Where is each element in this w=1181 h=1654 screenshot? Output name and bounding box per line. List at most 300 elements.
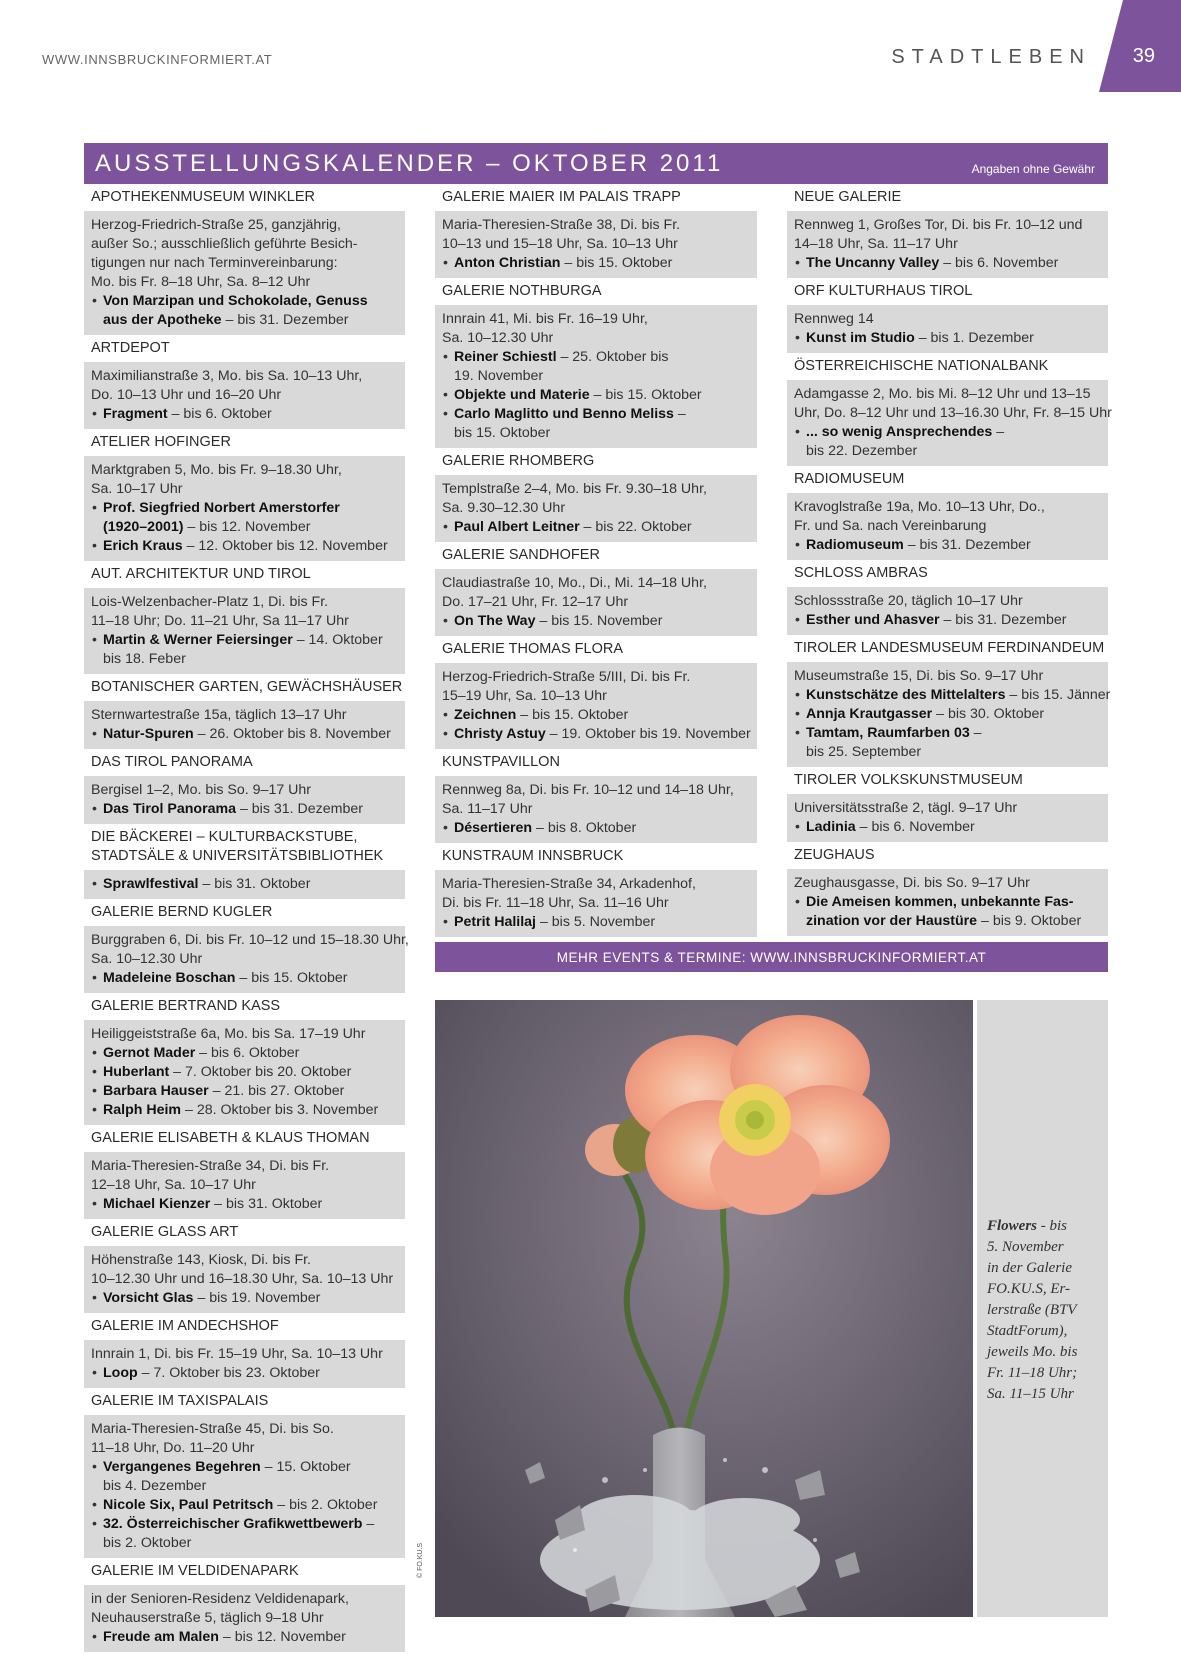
exhibition-title: Vorsicht Glas xyxy=(103,1290,194,1306)
venue-details xyxy=(435,776,757,843)
exhibition-line xyxy=(806,536,1101,555)
exhibition-item xyxy=(442,913,750,932)
venue-entry xyxy=(84,184,405,335)
venue-name-line: RADIOMUSEUM xyxy=(794,471,905,487)
venue-details xyxy=(84,362,405,429)
exhibition-title: Prof. Siegfried Norbert Amerstorfer xyxy=(103,500,340,516)
venue-hours: Herzog-Friedrich-Straße 5/III, Di. bis Fr. xyxy=(442,669,691,685)
venue-name xyxy=(84,335,405,362)
venue-hours: Herzog-Friedrich-Straße 25, ganzjährig, xyxy=(91,217,341,233)
venue-details xyxy=(787,869,1108,936)
venue-hours: Kravoglstraße 19a, Mo. 10–13 Uhr, Do., xyxy=(794,499,1045,515)
venue-details xyxy=(84,1020,405,1125)
exhibition-title: Fragment xyxy=(103,406,168,422)
exhibition-item xyxy=(794,611,1101,630)
venue-details xyxy=(787,380,1112,466)
venue-name-line: TIROLER LANDESMUSEUM FERDINANDEUM xyxy=(794,640,1105,656)
exhibition-title: Die Ameisen kommen, unbekannte Fas- xyxy=(806,894,1074,910)
venue-name xyxy=(84,824,405,870)
exhibition-title: Huberlant xyxy=(103,1064,170,1080)
venue-name xyxy=(84,1125,405,1152)
venue-details xyxy=(435,305,757,448)
venue-hours: Sa. 10–12.30 Uhr xyxy=(442,330,554,346)
exhibition-line xyxy=(454,819,750,838)
exhibition-date: bis 12. November xyxy=(199,519,311,535)
exhibition-title: 32. Österreichischer Grafikwettbewerb xyxy=(103,1516,363,1532)
venue-name-line: KUNSTPAVILLON xyxy=(442,754,560,770)
exhibition-separator: – xyxy=(903,537,920,553)
exhibition-date: bis 9. Oktober xyxy=(992,913,1082,929)
site-url[interactable]: WWW.INNSBRUCKINFORMIERT.AT xyxy=(42,52,273,67)
venue-name xyxy=(435,749,757,776)
exhibition-line xyxy=(806,329,1101,348)
venue-name xyxy=(435,542,757,569)
venue-entry xyxy=(787,842,1108,936)
exhibition-item xyxy=(442,706,750,725)
venue-hours: Neuhauserstraße 5, täglich 9–18 Uhr xyxy=(91,1610,324,1626)
exhibition-item xyxy=(91,1628,398,1647)
venue-hours: Do. 10–13 Uhr und 16–20 Uhr xyxy=(91,387,282,403)
exhibition-line xyxy=(454,518,750,537)
exhibition-separator: – xyxy=(181,1102,197,1118)
venue-name-line: GALERIE NOTHBURGA xyxy=(442,283,602,299)
venue-hours: Maria-Theresien-Straße 34, Arkadenhof, xyxy=(442,876,696,892)
disclaimer-note: Angaben ohne Gewähr xyxy=(971,162,1095,176)
venue-details xyxy=(84,588,405,674)
exhibition-title: Paul Albert Leitner xyxy=(454,519,580,535)
exhibition-title: Freude am Malen xyxy=(103,1629,219,1645)
exhibition-separator: – xyxy=(235,970,252,986)
venue-hours: Claudiastraße 10, Mo., Di., Mi. 14–18 Uhr, xyxy=(442,575,707,591)
exhibition-item xyxy=(91,1195,398,1214)
exhibition-item xyxy=(91,405,398,424)
venue-entry xyxy=(84,1558,405,1652)
exhibition-line xyxy=(806,912,1101,931)
venue-name-line: NEUE GALERIE xyxy=(794,189,902,205)
exhibition-item xyxy=(91,800,398,819)
exhibition-separator: – xyxy=(914,330,931,346)
exhibition-title: Reiner Schiestl xyxy=(454,349,557,365)
exhibition-item xyxy=(91,1101,398,1120)
exhibition-title: ... so wenig Ansprechendes xyxy=(806,424,993,440)
exhibition-date: bis 6. Oktober xyxy=(183,406,272,422)
venue-entry xyxy=(435,843,757,937)
venue-entry xyxy=(84,993,405,1125)
exhibition-date: 25. Oktober bis xyxy=(572,349,669,365)
exhibition-line xyxy=(103,631,398,650)
venue-entry xyxy=(84,899,409,993)
venue-name-line: GALERIE MAIER IM PALAIS TRAPP xyxy=(442,189,681,205)
exhibition-separator: – xyxy=(535,613,552,629)
exhibition-date: bis 15. Oktober xyxy=(605,387,702,403)
exhibition-date: 12. Oktober bis 12. November xyxy=(198,538,388,554)
venue-details xyxy=(84,870,405,899)
venue-name-line: KUNSTRAUM INNSBRUCK xyxy=(442,848,624,864)
venue-hours: Uhr, Do. 8–12 Uhr und 13–16.30 Uhr, Fr. 8–15 Uhr xyxy=(794,405,1112,421)
exhibition-line xyxy=(103,800,398,819)
exhibition-date: bis 6. November xyxy=(871,819,975,835)
exhibition-title: Gernot Mader xyxy=(103,1045,196,1061)
exhibition-separator: – xyxy=(545,726,562,742)
exhibition-item xyxy=(794,818,1101,837)
exhibition-date: bis 18. Feber xyxy=(103,651,186,667)
exhibition-title: Natur-Spuren xyxy=(103,726,194,742)
exhibition-item xyxy=(794,724,1101,762)
exhibition-date: bis 4. Dezember xyxy=(103,1478,207,1494)
venue-entry xyxy=(787,635,1111,767)
exhibition-item xyxy=(91,1044,398,1063)
venue-entry xyxy=(435,448,757,542)
exhibition-date: bis 31. Dezember xyxy=(955,612,1067,628)
exhibition-separator: – xyxy=(195,1045,212,1061)
venue-name xyxy=(84,1388,405,1415)
venue-details xyxy=(787,794,1108,842)
venue-hours: Rennweg 14 xyxy=(794,311,874,327)
exhibition-title: zination vor der Haustüre xyxy=(806,913,978,929)
caption-line: Fr. 11–18 Uhr; xyxy=(987,1365,1078,1381)
venue-details xyxy=(84,1415,405,1558)
venue-name-line: ZEUGHAUS xyxy=(794,847,875,863)
exhibition-date: bis 15. Oktober xyxy=(251,970,348,986)
venue-entry xyxy=(435,542,757,636)
exhibition-separator: – xyxy=(236,801,252,817)
caption-line: 5. November xyxy=(987,1239,1064,1255)
exhibition-date: bis 31. Oktober xyxy=(214,876,311,892)
venue-hours: außer So.; ausschließlich geführte Besich- xyxy=(91,236,358,252)
venue-entry xyxy=(435,749,757,843)
caption-line: - bis xyxy=(1037,1218,1068,1234)
venue-details xyxy=(787,493,1108,560)
exhibition-item xyxy=(91,875,398,894)
venue-details xyxy=(84,1152,405,1219)
exhibition-line xyxy=(806,818,1101,837)
listing-column-1 xyxy=(84,184,409,1652)
venue-details xyxy=(84,776,405,824)
exhibition-title: Tamtam, Raumfarben 03 xyxy=(806,725,970,741)
exhibition-item xyxy=(91,537,398,556)
venue-details xyxy=(84,211,405,335)
exhibition-separator: – xyxy=(536,914,552,930)
venue-entry xyxy=(787,560,1108,635)
venue-hours: Do. 17–21 Uhr, Fr. 12–17 Uhr xyxy=(442,594,629,610)
venue-entry xyxy=(84,1313,405,1388)
venue-name xyxy=(84,674,405,701)
venue-name xyxy=(84,749,405,776)
venue-entry xyxy=(787,184,1108,278)
exhibition-separator: – xyxy=(208,1083,225,1099)
venue-name-line: STADTSÄLE & UNIVERSITÄTSBIBLIOTHEK xyxy=(91,848,384,864)
more-events-link[interactable]: MEHR EVENTS & TERMINE: WWW.INNSBRUCKINFORMIERT.AT xyxy=(435,942,1108,972)
caption-line: StadtForum), xyxy=(987,1323,1068,1339)
venue-name xyxy=(787,560,1108,587)
photo-credit: © FO.KU.S xyxy=(417,1542,424,1578)
venue-details xyxy=(787,662,1111,767)
exhibition-line xyxy=(454,913,750,932)
venue-name-line: APOTHEKENMUSEUM WINKLER xyxy=(91,189,315,205)
venue-name xyxy=(84,184,405,211)
exhibition-line xyxy=(103,311,398,330)
venue-name xyxy=(787,278,1108,305)
exhibition-line xyxy=(806,254,1101,273)
venue-hours: Adamgasse 2, Mo. bis Mi. 8–12 Uhr und 13–15 xyxy=(794,386,1091,402)
venue-details xyxy=(84,1585,405,1652)
exhibition-item xyxy=(794,893,1101,931)
venue-name xyxy=(84,1313,405,1340)
exhibition-title: Kunstschätze des Mittelalters xyxy=(806,687,1006,703)
venue-name xyxy=(84,561,405,588)
venue-name-line: GALERIE BERTRAND KASS xyxy=(91,998,281,1014)
venue-details xyxy=(787,211,1108,278)
venue-name xyxy=(84,899,405,926)
exhibition-title: Von Marzipan und Schokolade, Genuss xyxy=(103,293,368,309)
venue-name xyxy=(787,635,1108,662)
exhibition-date: bis 5. November xyxy=(551,914,656,930)
exhibition-separator: – xyxy=(218,1629,235,1645)
venue-details xyxy=(84,1340,405,1388)
exhibition-item xyxy=(91,1458,398,1496)
venue-name-line: GALERIE BERND KUGLER xyxy=(91,904,273,920)
exhibition-line xyxy=(103,1364,398,1383)
venue-hours: Maria-Theresien-Straße 38, Di. bis Fr. xyxy=(442,217,681,233)
exhibition-separator: – xyxy=(221,312,238,328)
venue-name xyxy=(435,843,757,870)
exhibition-separator: – xyxy=(969,725,982,741)
photo-caption-box xyxy=(977,1000,1108,1617)
venue-name xyxy=(435,278,757,305)
venue-name-line: GALERIE THOMAS FLORA xyxy=(442,641,624,657)
exhibition-date: bis 2. Oktober xyxy=(289,1497,378,1513)
exhibition-item xyxy=(442,612,750,631)
venue-hours: tigungen nur nach Terminvereinbarung: xyxy=(91,255,338,271)
exhibition-item xyxy=(794,254,1101,273)
exhibition-item xyxy=(91,1063,398,1082)
venue-hours: Maria-Theresien-Straße 34, Di. bis Fr. xyxy=(91,1158,330,1174)
caption-line: Sa. 11–15 Uhr xyxy=(987,1386,1074,1402)
venue-entry xyxy=(435,636,757,749)
exhibition-title: Loop xyxy=(103,1365,138,1381)
venue-hours: Templstraße 2–4, Mo. bis Fr. 9.30–18 Uhr, xyxy=(442,481,707,497)
venue-details xyxy=(84,701,405,749)
venue-entry xyxy=(787,767,1108,842)
exhibition-line xyxy=(103,1195,398,1214)
exhibition-title: Désertieren xyxy=(454,820,533,836)
venue-name xyxy=(84,1558,405,1585)
exhibition-separator: – xyxy=(273,1497,290,1513)
venue-details xyxy=(84,1246,405,1313)
exhibition-separator: – xyxy=(260,1459,277,1475)
exhibition-date: bis 31. Dezember xyxy=(251,801,363,817)
exhibition-line xyxy=(103,969,398,988)
exhibition-date: bis 31. Dezember xyxy=(237,312,349,328)
venue-name-line: GALERIE ELISABETH & KLAUS THOMAN xyxy=(91,1130,370,1146)
exhibition-date: bis 2. Oktober xyxy=(103,1535,192,1551)
venue-entry xyxy=(84,1388,405,1558)
venue-entry xyxy=(787,466,1108,560)
venue-name-line: ORF KULTURHAUS TIROL xyxy=(794,283,973,299)
exhibition-date: bis 15. Oktober xyxy=(532,707,629,723)
calendar-banner xyxy=(84,143,1108,184)
exhibition-date: 28. Oktober bis 3. November xyxy=(196,1102,379,1118)
exhibition-line xyxy=(103,518,398,537)
venue-name-line: ÖSTERREICHISCHE NATIONALBANK xyxy=(794,358,1049,374)
exhibition-date: bis 15. Oktober xyxy=(576,255,673,271)
venue-details xyxy=(787,305,1108,353)
venue-hours: Museumstraße 15, Di. bis So. 9–17 Uhr xyxy=(794,668,1044,684)
exhibition-item xyxy=(794,686,1111,705)
exhibition-line xyxy=(103,1628,398,1647)
venue-name-line: AUT. ARCHITEKTUR UND TIROL xyxy=(91,566,311,582)
exhibition-item xyxy=(794,536,1101,555)
exhibition-title: Ladinia xyxy=(806,819,856,835)
exhibition-item xyxy=(91,969,398,988)
caption-line: jeweils Mo. bis xyxy=(987,1344,1078,1360)
venue-entry xyxy=(787,278,1108,353)
exhibition-separator: – xyxy=(193,726,210,742)
exhibition-line xyxy=(103,292,398,311)
exhibition-line xyxy=(454,706,750,725)
venue-hours: Innrain 41, Mi. bis Fr. 16–19 Uhr, xyxy=(442,311,648,327)
exhibition-line xyxy=(454,612,750,631)
exhibition-item xyxy=(442,348,750,386)
venue-hours: 10–12.30 Uhr und 16–18.30 Uhr, Sa. 10–13 Uhr xyxy=(91,1271,394,1287)
exhibition-separator: – xyxy=(167,406,184,422)
exhibition-line xyxy=(806,686,1111,705)
venue-hours: Maria-Theresien-Straße 45, Di. bis So. xyxy=(91,1421,334,1437)
exhibition-line xyxy=(103,1082,398,1101)
venue-name-line: DAS TIROL PANORAMA xyxy=(91,754,253,770)
exhibition-line xyxy=(454,348,750,367)
exhibition-title: Das Tirol Panorama xyxy=(103,801,236,817)
venue-hours: Rennweg 8a, Di. bis Fr. 10–12 und 14–18 Uhr, xyxy=(442,782,734,798)
venue-hours: 12–18 Uhr, Sa. 10–17 Uhr xyxy=(91,1177,256,1193)
exhibition-item xyxy=(91,1082,398,1101)
exhibition-item xyxy=(91,499,398,537)
exhibition-title: Michael Kienzer xyxy=(103,1196,211,1212)
venue-name-line: DIE BÄCKEREI – KULTURBACKSTUBE, xyxy=(91,829,358,845)
venue-entry xyxy=(84,561,405,674)
venue-hours: 15–19 Uhr, Sa. 10–13 Uhr xyxy=(442,688,607,704)
exhibition-line xyxy=(103,1044,398,1063)
venue-details xyxy=(84,926,409,993)
venue-details xyxy=(435,663,757,749)
exhibition-date: 14. Oktober xyxy=(308,632,383,648)
venue-name xyxy=(435,184,757,211)
exhibition-date: 26. Oktober bis 8. November xyxy=(209,726,391,742)
venue-entry xyxy=(84,824,405,899)
exhibition-date: bis 8. Oktober xyxy=(547,820,637,836)
exhibition-line xyxy=(454,405,750,424)
caption-line: in der Galerie xyxy=(987,1260,1072,1276)
caption-line: FO.KU.S, Er- xyxy=(987,1281,1071,1297)
venue-entry xyxy=(84,429,405,561)
exhibition-date: bis 1. Dezember xyxy=(930,330,1034,346)
caption-title: Flowers xyxy=(987,1218,1038,1234)
exhibition-separator: – xyxy=(137,1365,154,1381)
venue-name xyxy=(787,842,1108,869)
venue-hours: in der Senioren-Residenz Veldidenapark, xyxy=(91,1591,349,1607)
exhibition-separator: – xyxy=(855,819,872,835)
exhibition-separator: – xyxy=(193,1290,210,1306)
exhibition-title: Ralph Heim xyxy=(103,1102,182,1118)
exhibition-item xyxy=(91,1289,398,1308)
exhibition-date: 21. bis 27. Oktober xyxy=(224,1083,345,1099)
exhibition-item xyxy=(91,631,398,669)
exhibition-line xyxy=(806,724,1101,743)
exhibition-line xyxy=(103,1496,398,1515)
listing-column-2 xyxy=(435,184,757,937)
exhibition-item xyxy=(794,423,1101,461)
exhibition-item xyxy=(442,725,750,744)
venue-name xyxy=(435,636,757,663)
exhibition-separator: – xyxy=(169,1064,185,1080)
exhibition-item xyxy=(442,386,750,405)
exhibition-title: Madeleine Boschan xyxy=(103,970,236,986)
exhibition-date: bis 15. Oktober xyxy=(454,425,551,441)
exhibition-date: bis 15. November xyxy=(551,613,663,629)
exhibition-title: Annja Krautgasser xyxy=(806,706,933,722)
venue-name-line: ARTDEPOT xyxy=(91,340,170,356)
venue-hours: Bergisel 1–2, Mo. bis So. 9–17 Uhr xyxy=(91,782,312,798)
exhibition-item xyxy=(442,518,750,537)
exhibition-date: 15. Oktober xyxy=(276,1459,351,1475)
exhibition-title: Radiomuseum xyxy=(806,537,904,553)
exhibition-date: bis 6. November xyxy=(955,255,1059,271)
venue-details xyxy=(435,870,757,937)
exhibition-separator: – xyxy=(556,349,573,365)
exhibition-title: Objekte und Materie xyxy=(454,387,590,403)
exhibition-title: Anton Christian xyxy=(454,255,561,271)
flowers-photo xyxy=(435,1000,973,1617)
exhibition-separator: – xyxy=(183,519,200,535)
exhibition-date: bis 31. Oktober xyxy=(226,1196,323,1212)
exhibition-title: Esther und Ahasver xyxy=(806,612,940,628)
exhibition-title: Christy Astuy xyxy=(454,726,546,742)
venue-hours: 11–18 Uhr; Do. 11–21 Uhr, Sa 11–17 Uhr xyxy=(91,613,349,629)
exhibition-item xyxy=(91,725,398,744)
venue-name xyxy=(84,1219,405,1246)
exhibition-line xyxy=(454,254,750,273)
exhibition-date: bis 25. September xyxy=(806,744,922,760)
venue-hours: Marktgraben 5, Mo. bis Fr. 9–18.30 Uhr, xyxy=(91,462,342,478)
venue-hours: Innrain 1, Di. bis Fr. 15–19 Uhr, Sa. 10–13 Uhr xyxy=(91,1346,383,1362)
exhibition-item xyxy=(442,254,750,273)
exhibition-line xyxy=(806,893,1101,912)
exhibition-line xyxy=(103,875,398,894)
exhibition-line xyxy=(806,611,1101,630)
venue-hours: Sa. 10–17 Uhr xyxy=(91,481,183,497)
venue-name xyxy=(787,184,1108,211)
exhibition-date: 7. Oktober bis 23. Oktober xyxy=(153,1365,320,1381)
exhibition-date: bis 31. Dezember xyxy=(919,537,1031,553)
exhibition-item xyxy=(91,1496,398,1515)
venue-hours: Fr. und Sa. nach Vereinbarung xyxy=(794,518,987,534)
exhibition-title: Erich Kraus xyxy=(103,538,183,554)
exhibition-separator: – xyxy=(292,632,309,648)
venue-name-line: SCHLOSS AMBRAS xyxy=(794,565,928,581)
venue-hours: Schlossstraße 20, täglich 10–17 Uhr xyxy=(794,593,1023,609)
venue-entry xyxy=(84,674,405,749)
exhibition-title: aus der Apotheke xyxy=(103,312,222,328)
venue-hours: Sa. 11–17 Uhr xyxy=(442,801,533,817)
venue-hours: Heiliggeiststraße 6a, Mo. bis Sa. 17–19 Uhr xyxy=(91,1026,366,1042)
exhibition-separator: – xyxy=(1005,687,1022,703)
exhibition-line xyxy=(103,1458,398,1477)
venue-name xyxy=(84,429,405,456)
exhibition-date: 19. November xyxy=(454,368,544,384)
venue-entry xyxy=(84,1125,405,1219)
exhibition-item xyxy=(91,1515,398,1553)
exhibition-title: Barbara Hauser xyxy=(103,1083,209,1099)
